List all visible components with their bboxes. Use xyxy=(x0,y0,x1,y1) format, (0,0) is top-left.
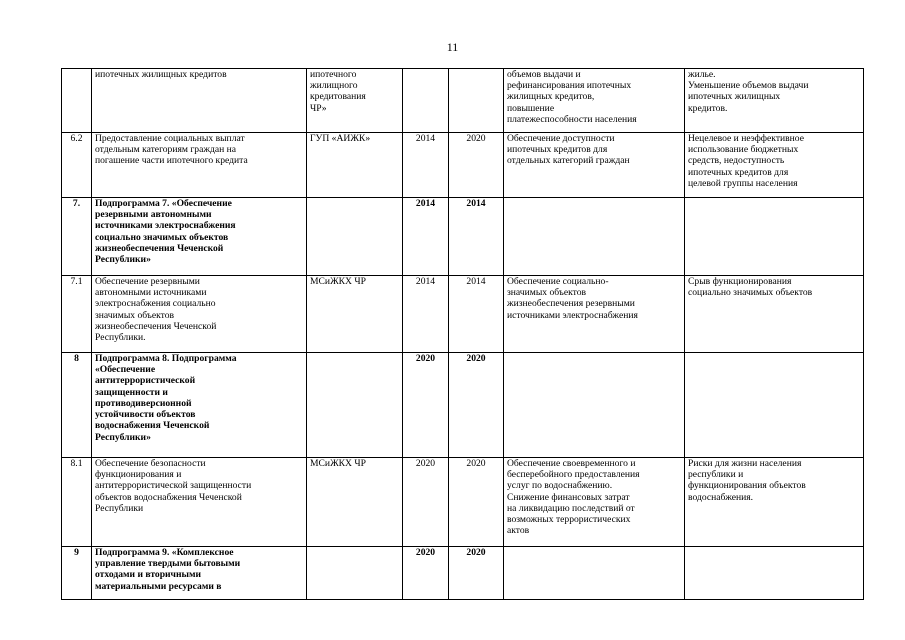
end-year: 2020 xyxy=(449,458,504,547)
executor xyxy=(307,198,403,276)
consequences xyxy=(685,547,864,600)
start-year: 2020 xyxy=(403,547,449,600)
executor: МСиЖКХ ЧР xyxy=(307,458,403,547)
page-number: 11 xyxy=(446,40,459,54)
consequences: жилье. Уменьшение объемов выдачи ипотечных жилищных кредитов. xyxy=(685,69,864,133)
table-row xyxy=(62,69,864,133)
row-number: 9 xyxy=(62,547,92,600)
row-number xyxy=(62,69,92,133)
end-year xyxy=(449,69,504,133)
table-row xyxy=(62,547,864,600)
expected-result xyxy=(504,353,685,458)
row-number: 6.2 xyxy=(62,133,92,198)
end-year: 2014 xyxy=(449,276,504,353)
end-year: 2020 xyxy=(449,547,504,600)
start-year xyxy=(403,69,449,133)
measure-name: Обеспечение безопасности функционирования и антитеррористической защищенности объектов водоснабжения Чеченской Республики xyxy=(92,458,307,547)
row-number: 8.1 xyxy=(62,458,92,547)
end-year: 2020 xyxy=(449,353,504,458)
executor xyxy=(307,353,403,458)
start-year: 2014 xyxy=(403,198,449,276)
measure-name: ипотечных жилищных кредитов xyxy=(92,69,307,133)
subprogram-title: Подпрограмма 8. Подпрограмма «Обеспечение антитеррористической защищенности и противодиверсионной устойчивости объектов водоснабжения Чеченской Республики» xyxy=(92,353,307,458)
executor: ГУП «АИЖК» xyxy=(307,133,403,198)
end-year: 2020 xyxy=(449,133,504,198)
start-year: 2014 xyxy=(403,276,449,353)
row-number: 8 xyxy=(62,353,92,458)
start-year: 2014 xyxy=(403,133,449,198)
expected-result: Обеспечение социально- значимых объектов жизнеобеспечения резервными источниками электроснабжения xyxy=(504,276,685,353)
expected-result xyxy=(504,198,685,276)
table-row xyxy=(62,276,864,353)
table-row xyxy=(62,133,864,198)
executor xyxy=(307,547,403,600)
row-number: 7. xyxy=(62,198,92,276)
executor: ипотечного жилищного кредитования ЧР» xyxy=(307,69,403,133)
subprogram-title: Подпрограмма 7. «Обеспечение резервными автономными источниками электроснабжения социально значимых объектов жизнеобеспечения Чеченской Республики» xyxy=(92,198,307,276)
executor: МСиЖКХ ЧР xyxy=(307,276,403,353)
consequences: Срыв функционирования социально значимых объектов xyxy=(685,276,864,353)
start-year: 2020 xyxy=(403,353,449,458)
start-year: 2020 xyxy=(403,458,449,547)
expected-result: объемов выдачи и рефинансирования ипотечных жилищных кредитов, повышение платежеспособности населения xyxy=(504,69,685,133)
consequences: Нецелевое и неэффективное использование бюджетных средств, недоступность ипотечных кредитов для целевой группы населения xyxy=(685,133,864,198)
program-table xyxy=(61,68,864,600)
consequences: Риски для жизни населения республики и функционирования объектов водоснабжения. xyxy=(685,458,864,547)
expected-result xyxy=(504,547,685,600)
table-row xyxy=(62,198,864,276)
consequences xyxy=(685,198,864,276)
expected-result: Обеспечение доступности ипотечных кредитов для отдельных категорий граждан xyxy=(504,133,685,198)
consequences xyxy=(685,353,864,458)
row-number: 7.1 xyxy=(62,276,92,353)
measure-name: Обеспечение резервными автономными источниками электроснабжения социально значимых объектов жизнеобеспечения Чеченской Республики. xyxy=(92,276,307,353)
table-row xyxy=(62,458,864,547)
subprogram-title: Подпрограмма 9. «Комплексное управление твердыми бытовыми отходами и вторичными материальными ресурсами в xyxy=(92,547,307,600)
expected-result: Обеспечение своевременного и бесперебойного предоставления услуг по водоснабжению. Снижение финансовых затрат на ликвидацию последствий от возможных террористических актов xyxy=(504,458,685,547)
measure-name: Предоставление социальных выплат отдельным категориям граждан на погашение части ипотечного кредита xyxy=(92,133,307,198)
table-row xyxy=(62,353,864,458)
end-year: 2014 xyxy=(449,198,504,276)
